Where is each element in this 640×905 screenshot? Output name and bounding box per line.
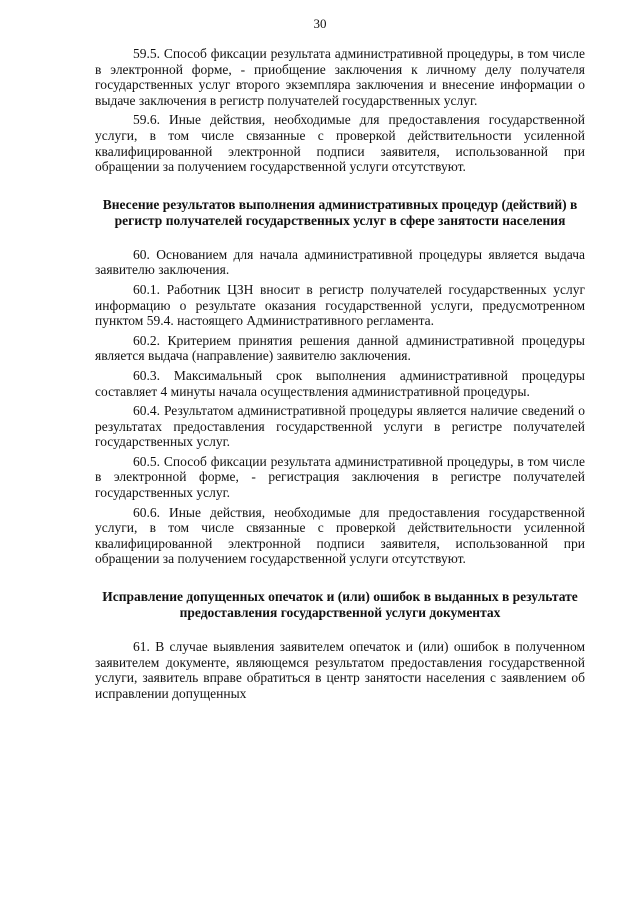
paragraph-60-3: 60.3. Максимальный срок выполнения административной процедуры составляет 4 минуты начала осуществления административной процедуры.: [95, 367, 585, 399]
section-heading-corrections: Исправление допущенных опечаток и (или) ошибок в выданных в результате предоставления государственной услуги документах: [102, 589, 578, 621]
paragraph-60-5: 60.5. Способ фиксации результата административной процедуры, в том числе в электронной форме, - регистрация заключения в регистре получателей государственных услуг.: [95, 453, 585, 501]
paragraph-60-6: 60.6. Иные действия, необходимые для предоставления государственной услуги, в том числе связанные с проверкой действительности усиленной квалифицированной электронной подписи заявителя, использованной при обращении за получением государственной услуги отсутствуют.: [95, 504, 585, 567]
paragraph-60-2: 60.2. Критерием принятия решения данной административной процедуры является выдача (направление) заявителю заключения.: [95, 332, 585, 364]
page-number: 30: [313, 16, 327, 31]
section-heading-registry: Внесение результатов выполнения административных процедур (действий) в регистр получателей государственных услуг в сфере занятости населения: [102, 196, 578, 228]
paragraph-60-1: 60.1. Работник ЦЗН вносит в регистр получателей государственных услуг информацию о результате оказания государственной услуги, предусмотренном пунктом 59.4. настоящего Административного регламента.: [95, 281, 585, 329]
document-body: [95, 46, 585, 705]
paragraph-59-6: 59.6. Иные действия, необходимые для предоставления государственной услуги, в том числе связанные с проверкой действительности усиленной квалифицированной электронной подписи заявителя, использованной при обращении за получением государственной услуги отсутствуют.: [95, 112, 585, 175]
paragraph-59-5: 59.5. Способ фиксации результата административной процедуры, в том числе в электронной форме, - приобщение заключения к личному делу получателя государственных услуг второго экземпляра заключения и внесение информации о выдаче заключения в регистр получателей государственных услуг.: [95, 46, 585, 108]
paragraph-60-4: 60.4. Результатом административной процедуры является наличие сведений о результатах предоставления государственной услуги в регистре получателей государственных услуг.: [95, 403, 585, 450]
paragraph-61: 61. В случае выявления заявителем опечаток и (или) ошибок в полученном заявителем документе, являющемся результатом предоставления государственной услуги, заявитель вправе обратиться в центр занятости населения с заявлением об исправлении допущенных: [95, 639, 585, 701]
paragraph-60: 60. Основанием для начала административной процедуры является выдача заявителю заключения.: [95, 246, 585, 278]
